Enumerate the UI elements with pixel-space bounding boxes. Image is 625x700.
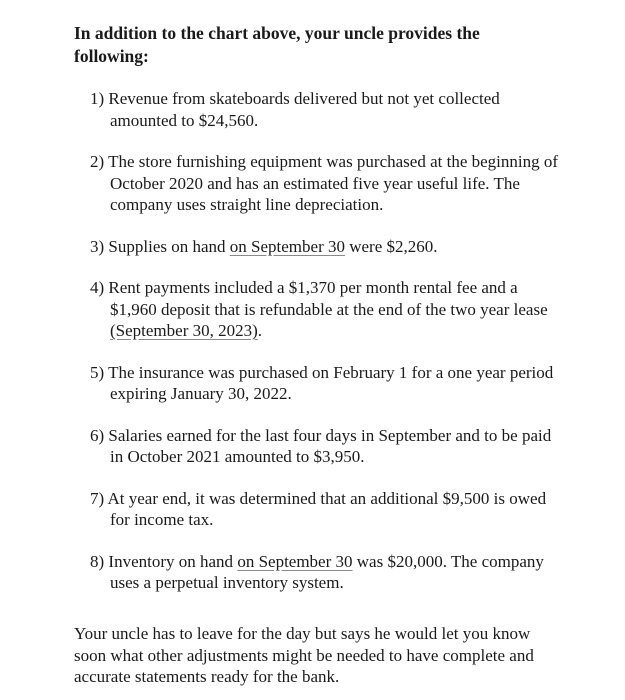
list-item (90, 551, 560, 594)
item-text: At year end, it was determined that an additional $9,500 is owed for income tax. (107, 488, 547, 529)
list-item (90, 236, 560, 258)
item-number: 1) (90, 89, 105, 108)
item-number: 2) (90, 152, 105, 171)
item-text-pre: Inventory on hand (108, 551, 238, 571)
underlined-date: on September 30 (237, 551, 353, 571)
item-number: 4) (90, 278, 105, 297)
item-number: 6) (90, 425, 105, 445)
section-heading: In addition to the chart above, your uncle provides the following: (74, 23, 480, 66)
list-item (90, 488, 560, 531)
item-number: 5) (90, 362, 105, 382)
item-text-pre: Supplies on hand (108, 236, 230, 256)
item-number: 7) (90, 488, 105, 508)
list-item (90, 277, 560, 342)
item-text-post: was $20,000. The company uses a perpetual inventory system. (110, 551, 544, 592)
item-text: Revenue from skateboards delivered but not yet collected amounted to $24,560. (108, 89, 500, 130)
underlined-date: on September 30 (229, 236, 345, 256)
item-text-post: were $2,260. (344, 236, 438, 256)
list-item (90, 362, 560, 405)
item-text-post: . (257, 321, 263, 340)
list-item (90, 151, 560, 216)
adjustments-list (90, 88, 560, 614)
item-text: The store furnishing equipment was purchased at the beginning of October 2020 and has an estimated five year useful life. The company uses straight line depreciation. (108, 152, 559, 214)
closing-paragraph: Your uncle has to leave for the day but says he would let you know soon what other adjustments might be needed to have complete and accurate statements ready for the bank. (74, 624, 534, 686)
list-item (90, 425, 560, 468)
item-text: The insurance was purchased on February 1 for a one year period expiring January 30, 2022. (108, 362, 554, 403)
item-number: 3) (90, 236, 105, 256)
item-text-pre: Rent payments included a $1,370 per month rental fee and a $1,960 deposit that is refundable at the end of the two year lease (108, 278, 548, 319)
list-item (90, 88, 560, 131)
item-number: 8) (90, 551, 105, 571)
item-text: Salaries earned for the last four days in September and to be paid in October 2021 amounted to $3,950. (108, 425, 552, 466)
underlined-date: (September 30, 2023) (110, 321, 258, 340)
